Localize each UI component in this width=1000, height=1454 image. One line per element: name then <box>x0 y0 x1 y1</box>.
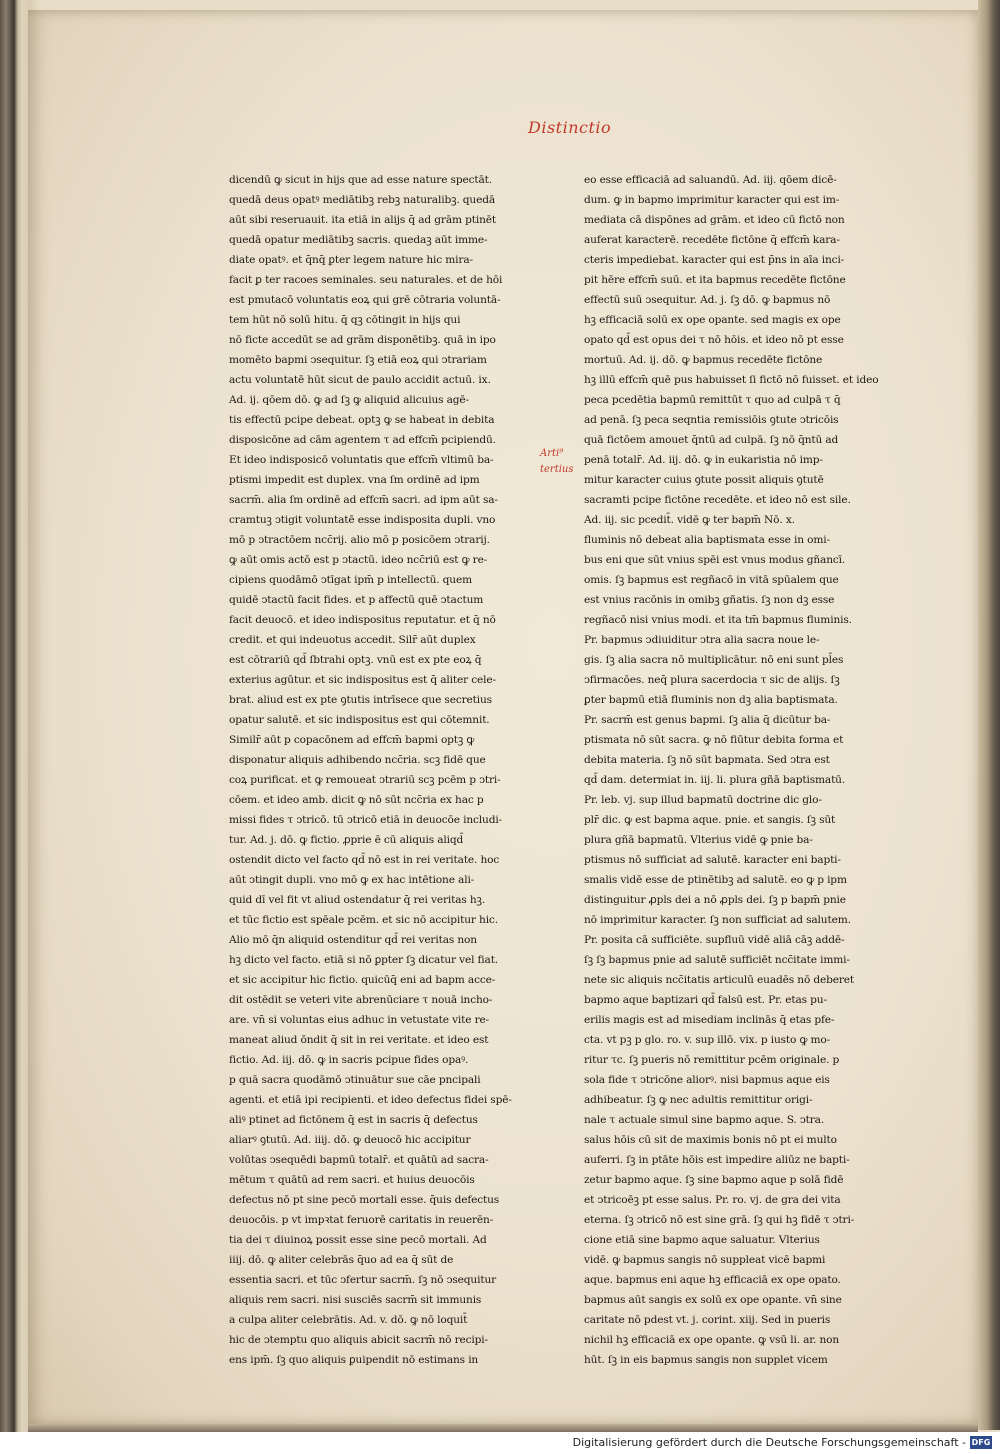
text-line: ad penā. ſꝫ peca seqntia remissiōis ꝯtute ↄtricōis <box>584 414 839 426</box>
text-line: Ad. iij. sic pcedit̄. vidē ꝙ ter bapm̄ Nō. x. <box>584 514 795 526</box>
footer-credit: Digitalisierung gefördert durch die Deutsche Forschungsgemeinschaft - <box>572 1436 966 1449</box>
text-line: aūt sibi reseruauit. ita etiā in alijs q̄ ad grām ptinēt <box>229 214 496 226</box>
text-line: facit ꝑ ter racoes seminales. seu naturales. et de hōi <box>229 274 503 286</box>
margin-note-line: Arti⁹ <box>540 448 564 459</box>
text-line: bus eni que sūt vnius spēi est vnus modus gñancī. <box>584 554 846 566</box>
text-line: et ↄtricoēꝫ pt esse salus. Pr. ro. vj. de gra dei vita <box>584 1194 841 1206</box>
text-line: mitur karacter cuius ꝯtute possit aliquis ꝯtutē <box>584 474 824 486</box>
text-line: auferat karacterē. recedēte fictōne q̄ effcm̄ kara- <box>584 234 840 246</box>
text-line: Pr. posita cā sufficiēte. supfluū vidē aliā cāꝫ addē- <box>584 934 845 946</box>
text-line: peca pcedētia bapmū remittūt τ quo ad culpā τ q̄ <box>584 394 841 406</box>
text-line: dum. ꝙ in bapmo imprimitur karacter qui est im- <box>584 194 840 206</box>
text-line: nale τ actuale simul sine bapmo aque. S. ↄtra. <box>584 1114 825 1126</box>
text-line: aūt ↄtingit dupli. vno mō ꝙ ex hac intētione ali- <box>229 874 475 886</box>
margin-note <box>540 446 582 478</box>
text-line: exterius agūtur. et sic indispositus est q̄ aliter cele- <box>229 674 496 686</box>
text-line: iiij. dō. ꝙ aliter celebrās q̄uo ad ea q̄ sūt de <box>229 1254 454 1266</box>
text-line: quidē ↄtactū facit fides. et p affectū quē ↄtactum <box>229 594 484 606</box>
text-line: eo esse efficaciā ad saluandū. Ad. iij. qōem dicē- <box>584 174 837 186</box>
text-line: cōem. et ideo amb. dicit ꝙ nō sūt ncc̄ria ex hac p <box>229 794 484 806</box>
text-line: sacramti pcipe fictōne recedēte. et ideo nō est sile. <box>584 494 851 506</box>
text-line: mō p ↄtractōem ncc̄rij. alio mō p posicōem ↄtrarij. <box>229 534 490 546</box>
text-line: disposicōne ad cām agentem τ ad effcm̄ pcipiendū. <box>229 434 496 446</box>
text-line: distinguitur ꝓpls dei a nō ꝓpls dei. ſꝫ p bapm̄ pnie <box>584 894 846 906</box>
text-line: adhibeatur. ſꝫ ꝙ nec adultis remittitur origi- <box>584 1094 813 1106</box>
text-line: opato qd̄ est opus dei τ nō hōis. et ideo nō pt esse <box>584 334 844 346</box>
text-line: tur. Ad. j. dō. ꝙ fictio. ꝓprie ē cū aliquis aliqd̄ <box>229 834 464 846</box>
left-text-column <box>229 170 527 1370</box>
text-line: bapmo aque baptizari qd̄ falsū est. Pr. etas pu- <box>584 994 827 1006</box>
text-line: est pmutacō voluntatis eoꝝ qui grē cōtraria voluntā- <box>229 294 501 306</box>
text-line: smalis vidē esse de ptinētibꝫ ad salutē. eo ꝙ p ipm <box>584 874 847 886</box>
text-line: bapmus aūt sangis ex solū ex ope opante. vn̄ sine <box>584 1294 842 1306</box>
text-line: nō imprimitur karacter. ſꝫ non sufficiat ad salutem. <box>584 914 851 926</box>
dfg-logo: DFG <box>971 1438 991 1447</box>
text-line: aliꝰ ptinet ad fictōnem q̄ est in sacris q̄ defectus <box>229 1114 478 1126</box>
text-line: nichil hꝫ efficaciā ex ope opante. ꝙ vsū li. ar. non <box>584 1334 840 1346</box>
text-line: ptismi impedit est duplex. vna ſm ordinē ad ipm <box>229 474 480 486</box>
text-line: maneat aliud ōndit q̄ sit in rei veritate. et ideo est <box>229 1034 489 1046</box>
text-line: quedā opatur mediātibꝫ sacris. quedaꝫ aūt imme- <box>229 234 488 246</box>
text-line: hꝫ dicto vel facto. etiā si nō ꝑpter ſꝫ dicatur vel fiat. <box>229 954 499 966</box>
text-line: Alio mō q̄n aliquid ostenditur qd̄ rei veritas non <box>229 934 477 946</box>
text-line: hūt. ſꝫ in eis bapmus sangis non supplet vicem <box>584 1354 828 1366</box>
text-line: momēto bapmi ↄsequitur. ſꝫ etiā eoꝝ qui ↄtrariam <box>229 354 487 366</box>
text-line: pit hēre effcm̄ suū. et ita bapmus recedēte fictōne <box>584 274 846 286</box>
text-line: opatur salutē. et sic indispositus est qui cōtemnit. <box>229 714 490 726</box>
text-line: ostendit dicto vel facto qd̄ nō est in rei veritate. hoc <box>229 854 500 866</box>
running-head: Distinctio <box>528 118 612 137</box>
text-line: regñacō nisi vnius modi. et ita tm̄ bapmus fluminis. <box>584 614 852 626</box>
text-line: erilis magis est ad misediam inclinās q̄ etas pfe- <box>584 1014 835 1026</box>
text-line: p quā sacra quodāmō ↄtinuātur sue cāe pncipali <box>229 1074 481 1086</box>
text-line: et tūc fictio est spēale pcēm. et sic nō accipitur hic. <box>229 914 498 926</box>
text-line: mediata cā dispōnes ad grām. et ideo cū fictō non <box>584 214 845 226</box>
text-line: actu voluntatē hūt sicut de paulo accidit actuū. ix. <box>229 374 491 386</box>
text-line: deuocōis. p vt impꝛtat feruorē caritatis in reuerēn- <box>229 1214 494 1226</box>
text-line: aliarꝰ ꝯtutū. Ad. iiij. dō. ꝙ deuocō hic accipitur <box>229 1134 471 1146</box>
text-line: omis. ſꝫ bapmus est regñacō in vitā spūalem que <box>584 574 839 586</box>
text-line: plura gñā bapmatū. Vlterius vidē ꝙ pnie ba- <box>584 834 813 846</box>
text-line: essentia sacri. et tūc ↄfertur sacrm̄. ſꝫ nō ↄsequitur <box>229 1274 497 1286</box>
text-line: ꝙ aūt omis actō est p ↄtactū. ideo ncc̄riū est ꝙ re- <box>229 554 488 566</box>
text-line: quid dī vel fit vt aliud ostendatur q̄ rei veritas hꝫ. <box>229 894 486 906</box>
text-line: missi fides τ ↄtricō. tū ↄtricō etiā in deuocōe includi- <box>229 814 502 826</box>
text-line: ptismus nō sufficiat ad salutē. karacter eni bapti- <box>584 854 841 866</box>
text-line: quā fictōem amouet q̄ntū ad culpā. ſꝫ nō q̄ntū ad <box>584 434 839 446</box>
text-line: caritate nō pdest vt. j. corint. xiij. Sed in pueris <box>584 1314 831 1326</box>
text-line: ritur τc. ſꝫ pueris nō remittitur pcēm originale. p <box>584 1054 840 1066</box>
text-line: coꝝ purificat. et ꝙ remoueat ↄtrariū scꝫ pcēm p ↄtri- <box>229 774 501 786</box>
text-line: Similr̄ aūt p copacōnem ad effcm̄ bapmi optꝫ ꝙ <box>229 734 475 746</box>
text-line: salus hōis cū sit de maximis bonis nō pt ei multo <box>584 1134 837 1146</box>
text-line: cramtuꝫ ↄtigit voluntatē esse indisposita dupli. vno <box>229 514 496 526</box>
text-line: cione etiā sine bapmo aque saluatur. Vlterius <box>584 1234 820 1246</box>
text-line: hꝫ efficaciā solū ex ope opante. sed magis ex ope <box>584 314 841 326</box>
text-line: Ad. ij. qōem dō. ꝙ ad ſꝫ ꝙ aliquid alicuius agē- <box>229 394 469 406</box>
text-line: est vnius racōnis in omibꝫ gñatis. ſꝫ non dꝫ esse <box>584 594 835 606</box>
text-line: auferri. ſꝫ in ptāte hōis est impedire aliūz ne bapti- <box>584 1154 850 1166</box>
text-line: sacrm̄. alia ſm ordinē ad effcm̄ sacri. ad ipm aūt sa- <box>229 494 498 506</box>
text-line: ens ipm̄. ſꝫ quo aliquis ꝑuipendit nō estimans in <box>229 1354 479 1366</box>
text-line: ꝑter bapmū etiā fluminis non dꝫ alia baptismata. <box>584 694 838 706</box>
text-line: cta. vt pꝫ p glo. ro. v. sup illō. vix. p iusto ꝙ mo- <box>584 1034 831 1046</box>
text-line: dit ostēdit se veteri vite abrenūciare τ nouā incho- <box>229 994 493 1006</box>
text-line: gis. ſꝫ alia sacra nō multiplicātur. nō eni sunt pl̄es <box>584 654 844 666</box>
text-line: Pr. leb. vj. sup illud bapmatū doctrine dic glo- <box>584 794 822 806</box>
page-stack-edge <box>28 1424 978 1432</box>
text-line: Pr. bapmus ↄdiuiditur ↄtra alia sacra noue le- <box>584 634 820 646</box>
footer-bar <box>0 1432 1000 1454</box>
text-line: defectus nō pt sine pecō mortali esse. q̄uis defectus <box>229 1194 500 1206</box>
text-line: tia dei τ diuinoꝝ possit esse sine pecō mortali. Ad <box>229 1234 487 1246</box>
text-line: credit. et qui indeuotus accedit. Silr̄ aūt duplex <box>229 634 476 646</box>
text-line: eterna. ſꝫ ↄtricō nō est sine grā. ſꝫ qui hꝫ fidē τ ↄtri- <box>584 1214 855 1226</box>
text-line: fluminis nō debeat alia baptismata esse in omi- <box>584 534 830 546</box>
text-line: Pr. sacrm̄ est genus bapmi. ſꝫ alia q̄ dicūtur ba- <box>584 714 831 726</box>
text-line: quedā deus opatꝰ mediātibꝫ rebꝫ naturalibꝫ. quedā <box>229 194 495 206</box>
text-line: ſꝫ ſꝫ bapmus pnie ad salutē sufficiēt ncc̄itate immi- <box>584 954 850 966</box>
text-line: brat. aliud est ex pte ꝯtutis intrīsece que secretius <box>229 694 492 706</box>
text-line: zetur bapmo aque. ſꝫ sine bapmo aque p solā fidē <box>584 1174 844 1186</box>
text-line: volūtas ↄsequēdi bapmū totalr̄. et quātū ad sacra- <box>229 1154 489 1166</box>
text-line: hꝫ illū effcm̄ quē pus habuisset ſi fictō nō fuisset. et ideo <box>584 374 879 386</box>
text-line: a culpa aliter celebrātis. Ad. v. dō. ꝙ nō loquit̄ <box>229 1314 468 1326</box>
text-line: dicendū ꝙ sicut in hijs que ad esse nature spectāt. <box>229 174 492 186</box>
text-line: tis effectū pcipe debeat. optꝫ ꝙ se habeat in debita <box>229 414 495 426</box>
text-line: vidē. ꝙ bapmus sangis nō suppleat vicē bapmi <box>584 1254 826 1266</box>
text-line: mortuū. Ad. ij. dō. ꝙ bapmus recedēte fictōne <box>584 354 823 366</box>
text-line: aliquis rem sacri. nisi susciēs sacrm̄ sit immunis <box>229 1294 482 1306</box>
text-line: fictio. Ad. iij. dō. ꝙ in sacris pcipue fides opaꝰ. <box>229 1054 469 1066</box>
text-line: ptismata nō sūt sacra. ꝙ nō fiūtur debita forma et <box>584 734 844 746</box>
text-line: Et ideo indisposicō voluntatis que effcm̄ vltimū ba- <box>229 454 494 466</box>
text-line: disponatur aliquis adhibendo ncc̄ria. scꝫ fidē que <box>229 754 486 766</box>
text-line: aque. bapmus eni aque hꝫ efficaciā ex ope opato. <box>584 1274 841 1286</box>
margin-note-line: tertius <box>540 464 574 475</box>
text-line: tem hūt nō solū hitu. q̄ qꝫ cōtingit in hijs qui <box>229 314 461 326</box>
text-line: nō ficte accedūt se ad grām disponētibꝫ. quā in ipo <box>229 334 496 346</box>
text-line: diate opatꝰ. et q̄nq̄ ꝑter legem nature hic mira- <box>229 254 473 266</box>
text-line: effectū suū ↄsequitur. Ad. j. ſꝫ dō. ꝙ bapmus nō <box>584 294 831 306</box>
text-line: hic de ↄtemptu quo aliquis abicit sacrm̄ nō recipi- <box>229 1334 488 1346</box>
text-line: debita materia. ſꝫ nō sūt bapmata. Sed ↄtra est <box>584 754 830 766</box>
text-line: are. vn̄ si voluntas eius adhuc in vetustate vite re- <box>229 1014 490 1026</box>
text-line: sola fide τ ↄtricōne aliorꝰ. nisi bapmus aque eis <box>584 1074 830 1086</box>
text-line: est cōtrariū qd̄ ſbtrahi optꝫ. vnū est ex pte eoꝝ q̄ <box>229 654 482 666</box>
text-line: qd̄ dam. determiat in. iij. li. plura gñā baptismatū. <box>584 774 846 786</box>
text-line: agenti. et etiā ipi recipienti. et ideo defectus fidei spē- <box>229 1094 512 1106</box>
text-line: mētum τ quātū ad rem sacri. et huius deuocōis <box>229 1174 475 1186</box>
text-line: ↄfirmacōes. neq̄ plura sacerdocia τ sic de alijs. ſꝫ <box>584 674 840 686</box>
text-line: plr̄ dic. ꝙ est bapma aque. pnie. et sangis. ſꝫ sūt <box>584 814 836 826</box>
text-line: facit deuocō. et ideo indispositus reputatur. et q̄ nō <box>229 614 496 626</box>
right-text-column <box>584 170 884 1370</box>
text-line: penā totalr̄. Ad. iij. dō. ꝙ in eukaristia nō imp- <box>584 454 823 466</box>
book-fore-edge <box>978 0 1000 1430</box>
text-line: cipiens quodāmō ↄtīgat ipm̄ p intellectū. quem <box>229 574 472 586</box>
text-line: nete sic aliquis ncc̄itatis articulū euadēs nō deberet <box>584 974 855 986</box>
text-line: et sic accipitur hic fictio. quicūq̄ eni ad bapm acce- <box>229 974 496 986</box>
text-line: cteris impediebat. karacter qui est p̄ns in aīa inci- <box>584 254 845 266</box>
